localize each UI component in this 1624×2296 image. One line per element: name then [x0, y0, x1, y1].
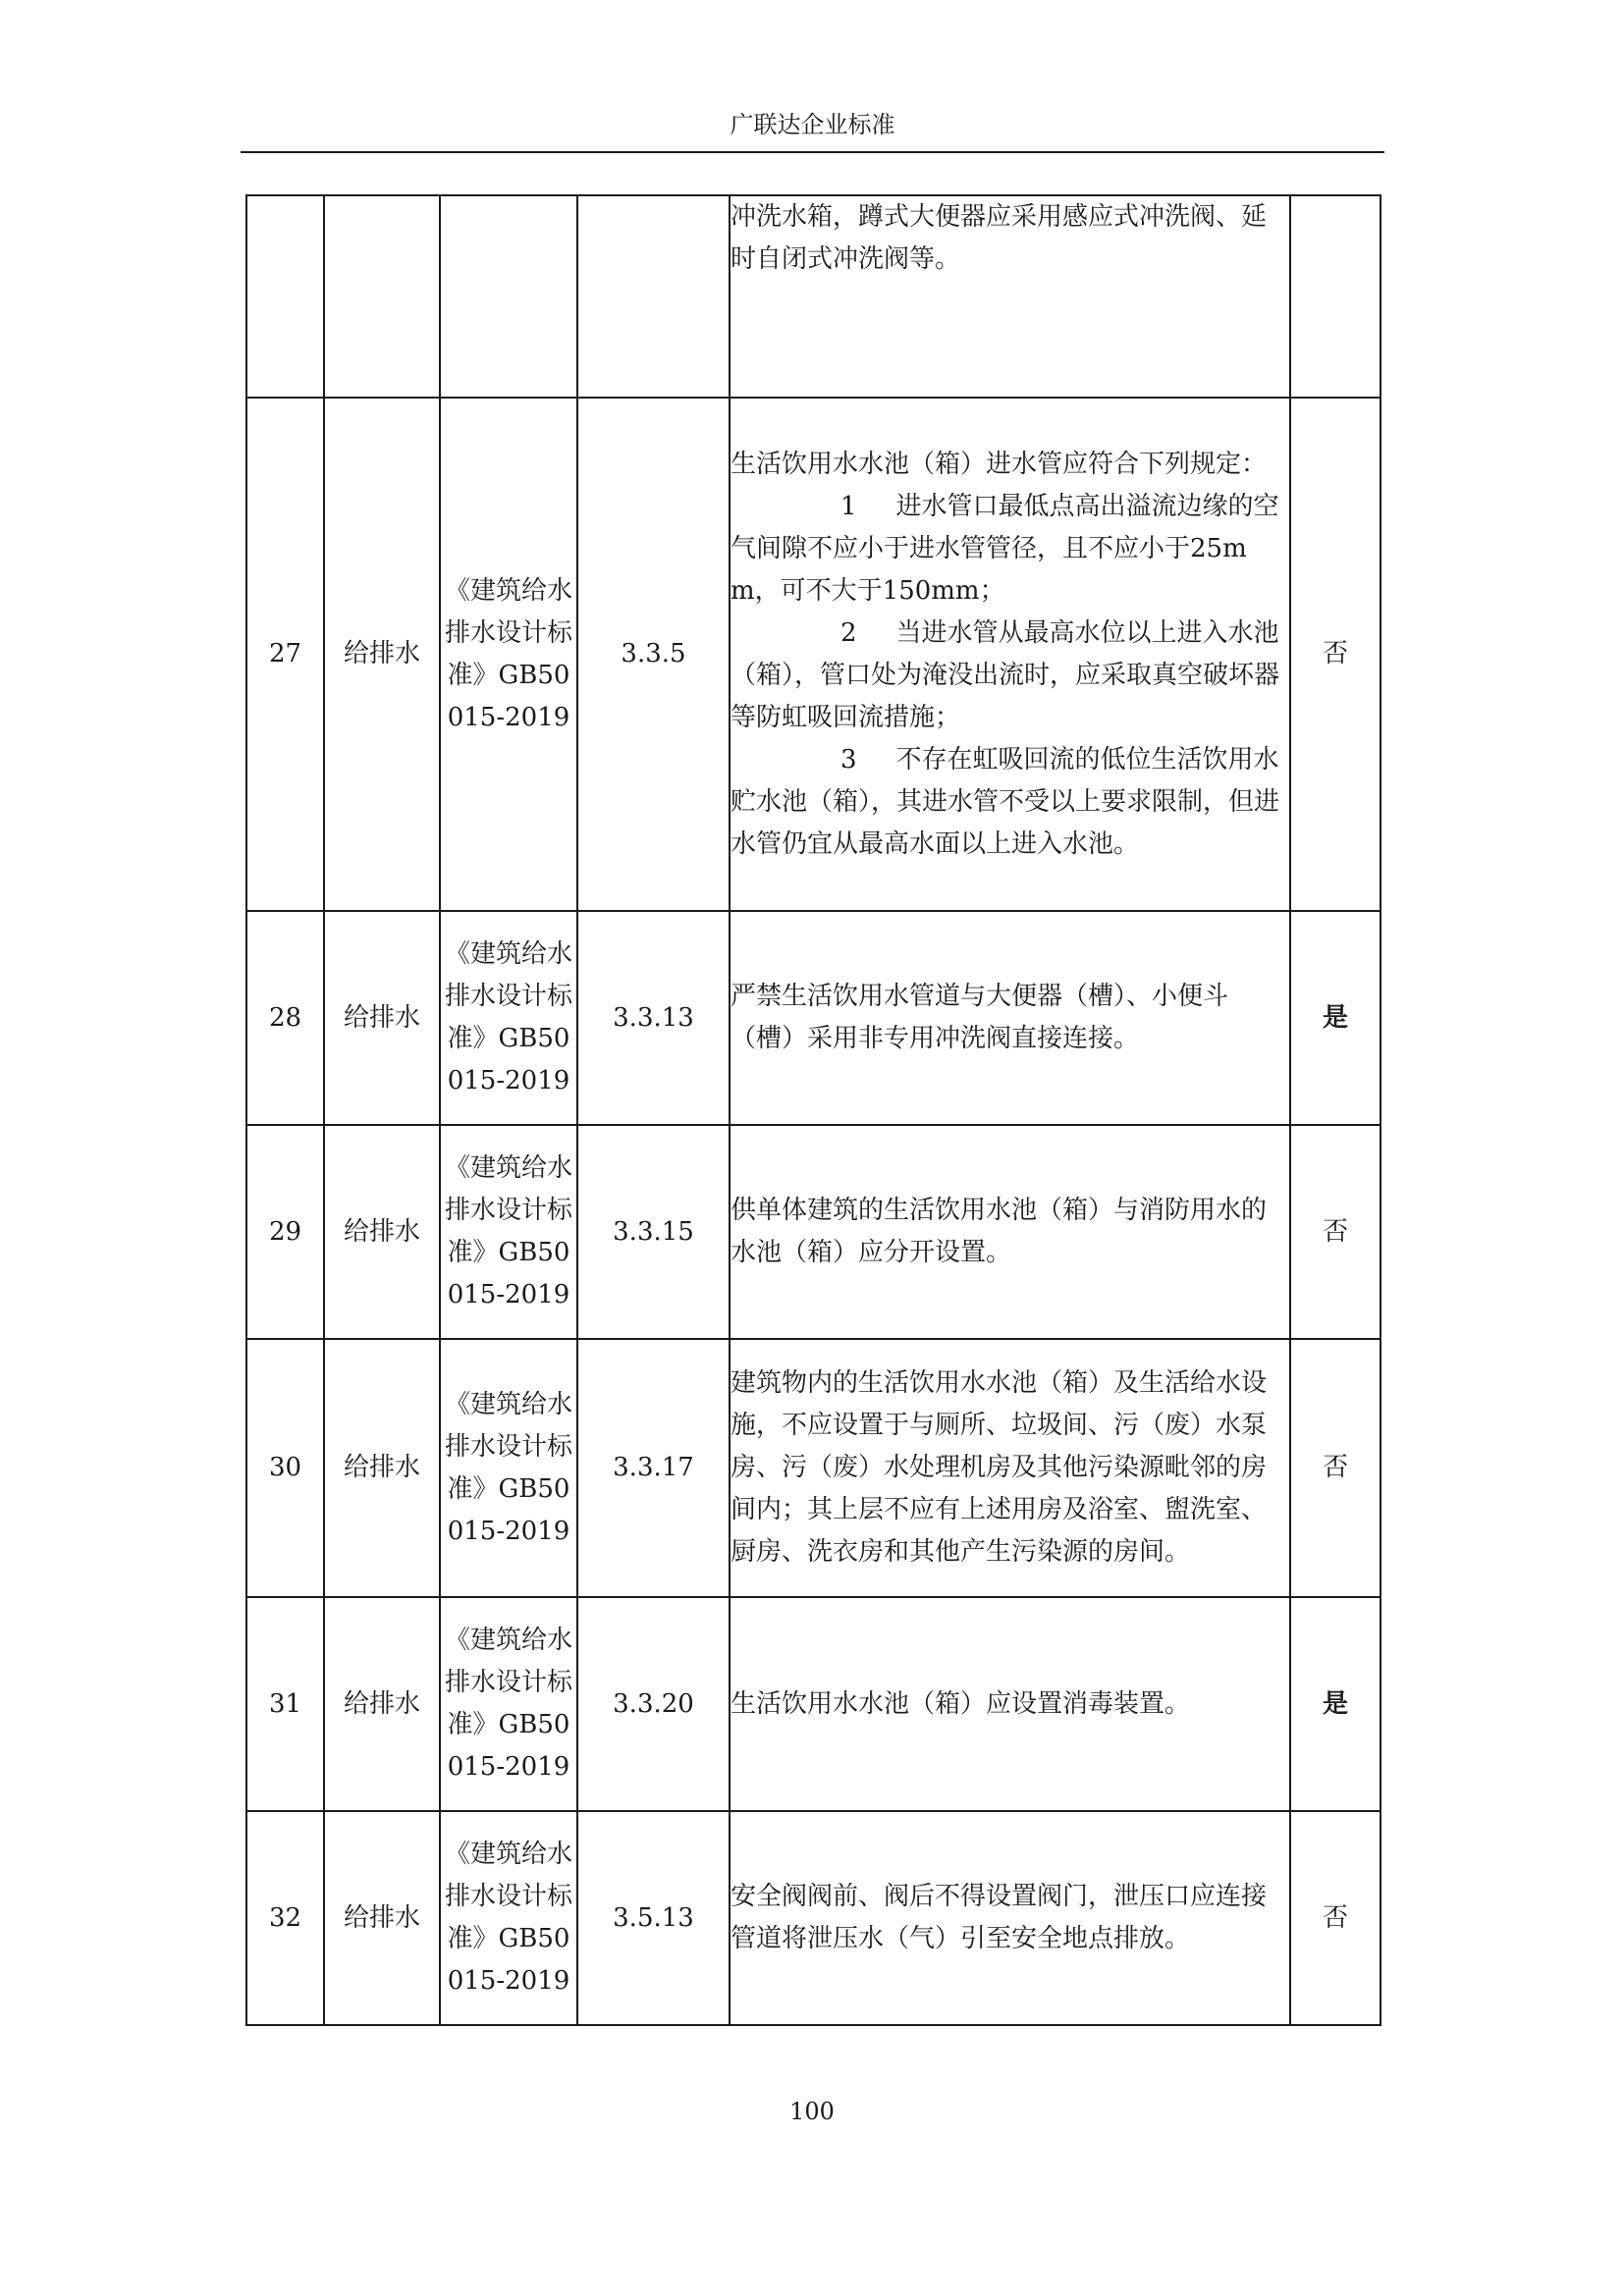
cell-clause: 3.5.13 [577, 1811, 730, 2025]
table-row [246, 1597, 1380, 1811]
cell-no: 29 [246, 1125, 324, 1339]
item-text: 当进水管从最高水位以上进入水池（箱），管口处为淹没出流时，应采取真空破坏器等防虹吸回流措施； [731, 617, 1280, 732]
cell-no: 32 [246, 1811, 324, 2025]
cell-standard: 《建筑给水排水设计标准》GB50015-2019 [440, 1125, 577, 1339]
cell-category: 给排水 [324, 1339, 440, 1597]
item-text: 进水管口最低点高出溢流边缘的空气间隙不应小于进水管管径，且不应小于25mm，可不大于150mm； [731, 491, 1279, 606]
content-item [731, 739, 1289, 866]
cell-category: 给排水 [324, 398, 440, 911]
cell-clause: 3.3.5 [577, 398, 730, 911]
cell-mandatory: 是 [1290, 1597, 1380, 1811]
cell-clause: 3.3.17 [577, 1339, 730, 1597]
cell-standard: 《建筑给水排水设计标准》GB50015-2019 [440, 1597, 577, 1811]
table-row [246, 911, 1380, 1125]
cell-mandatory: 否 [1290, 1125, 1380, 1339]
cell-category: 给排水 [324, 1597, 440, 1811]
table-row-continued [246, 195, 1380, 398]
cell-standard: 《建筑给水排水设计标准》GB50015-2019 [440, 398, 577, 911]
cell-mandatory: 否 [1290, 398, 1380, 911]
cell-no [246, 195, 324, 398]
cell-mandatory [1290, 195, 1380, 398]
cell-content: 安全阀阀前、阀后不得设置阀门，泄压口应连接管道将泄压水（气）引至安全地点排放。 [730, 1811, 1290, 2025]
cell-standard: 《建筑给水排水设计标准》GB50015-2019 [440, 1811, 577, 2025]
cell-no: 28 [246, 911, 324, 1125]
cell-content: 供单体建筑的生活饮用水池（箱）与消防用水的水池（箱）应分开设置。 [730, 1125, 1290, 1339]
cell-content [730, 398, 1290, 911]
cell-no: 30 [246, 1339, 324, 1597]
cell-content: 建筑物内的生活饮用水水池（箱）及生活给水设施，不应设置于与厕所、垃圾间、污（废）水泵房、污（废）水处理机房及其他污染源毗邻的房间内；其上层不应有上述用房及浴室、盥洗室、厨房、洗衣房和其他产生污染源的房间。 [730, 1339, 1290, 1597]
item-number: 1 [840, 491, 857, 521]
cell-no: 27 [246, 398, 324, 911]
standards-table [245, 194, 1381, 2026]
item-text: 不存在虹吸回流的低位生活饮用水贮水池（箱），其进水管不受以上要求限制，但进水管仍宜从最高水面以上进入水池。 [731, 744, 1280, 859]
cell-category: 给排水 [324, 1125, 440, 1339]
cell-clause: 3.3.13 [577, 911, 730, 1125]
table-row [246, 398, 1380, 911]
page-header-title: 广联达企业标准 [730, 111, 895, 138]
cell-category [324, 195, 440, 398]
item-number: 3 [840, 744, 857, 774]
cell-standard: 《建筑给水排水设计标准》GB50015-2019 [440, 911, 577, 1125]
cell-category: 给排水 [324, 911, 440, 1125]
cell-category: 给排水 [324, 1811, 440, 2025]
header-rule [241, 151, 1384, 153]
cell-mandatory: 否 [1290, 1339, 1380, 1597]
content-item [731, 486, 1289, 613]
content-intro: 生活饮用水水池（箱）进水管应符合下列规定： [731, 449, 1268, 479]
cell-content: 严禁生活饮用水管道与大便器（槽）、小便斗（槽）采用非专用冲洗阀直接连接。 [730, 911, 1290, 1125]
table-row [246, 1125, 1380, 1339]
cell-clause [577, 195, 730, 398]
cell-mandatory: 否 [1290, 1811, 1380, 2025]
content-item [731, 613, 1289, 739]
table-row [246, 1339, 1380, 1597]
cell-standard [440, 195, 577, 398]
cell-standard: 《建筑给水排水设计标准》GB50015-2019 [440, 1339, 577, 1597]
cell-clause: 3.3.15 [577, 1125, 730, 1339]
item-number: 2 [840, 617, 857, 648]
cell-content: 冲洗水箱，蹲式大便器应采用感应式冲洗阀、延时自闭式冲洗阀等。 [730, 195, 1290, 398]
table-row [246, 1811, 1380, 2025]
cell-no: 31 [246, 1597, 324, 1811]
cell-content: 生活饮用水水池（箱）应设置消毒装置。 [730, 1597, 1290, 1811]
page-number: 100 [789, 2098, 835, 2125]
cell-mandatory: 是 [1290, 911, 1380, 1125]
cell-clause: 3.3.20 [577, 1597, 730, 1811]
